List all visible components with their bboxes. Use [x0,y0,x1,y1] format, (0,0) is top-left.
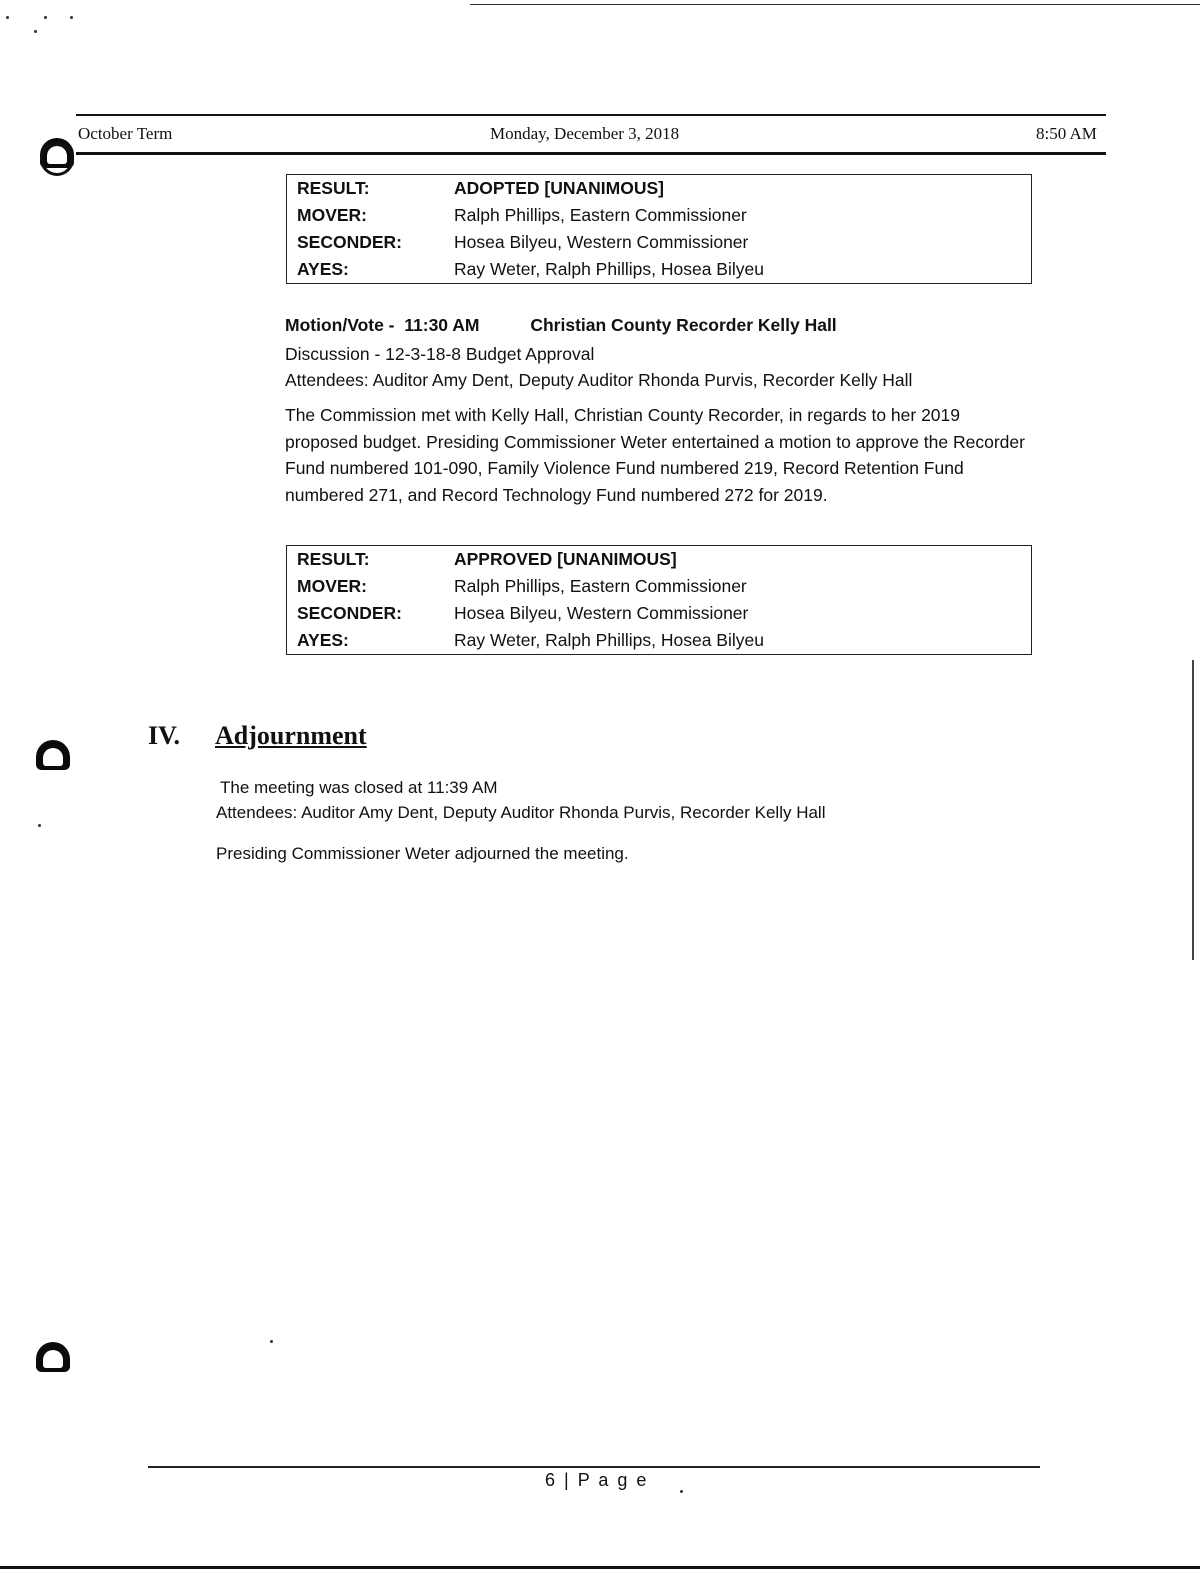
mover-label: MOVER: [297,575,367,596]
scan-bottom-edge [0,1566,1200,1569]
result-label: RESULT: [297,177,370,198]
seconder-label: SECONDER: [297,602,403,623]
table-row [287,202,1032,229]
table-row [287,600,1032,627]
table-row [287,229,1032,256]
ayes-value: Ray Weter, Ralph Phillips, Hosea Bilyeu [454,629,764,650]
section-number: IV. [148,721,181,750]
footer-rule [148,1466,1040,1468]
vote-result-table [286,545,1032,655]
adjournment-closing: Presiding Commissioner Weter adjourned the meeting. [216,844,629,863]
scan-speck [44,16,47,19]
result-value: ADOPTED [UNANIMOUS] [454,177,664,198]
result-value: APPROVED [UNANIMOUS] [454,548,677,569]
seconder-value: Hosea Bilyeu, Western Commissioner [454,602,749,623]
page-number: 6 | P a g e [545,1470,649,1490]
motion-prefix: Motion/Vote - 11:30 AM [285,315,480,335]
motion-attendees: Attendees: Auditor Amy Dent, Deputy Auditor Rhonda Purvis, Recorder Kelly Hall [285,370,913,390]
ayes-label: AYES: [297,629,349,650]
seconder-label: SECONDER: [297,231,403,252]
table-row [287,546,1032,574]
header-rule-bottom [76,152,1106,155]
ayes-value: Ray Weter, Ralph Phillips, Hosea Bilyeu [454,258,764,279]
scan-speck [70,16,73,19]
mover-label: MOVER: [297,204,367,225]
scan-speck [38,824,41,827]
scan-speck [34,30,37,33]
header-date: Monday, December 3, 2018 [490,124,680,143]
mover-value: Ralph Phillips, Eastern Commissioner [454,575,747,596]
scan-speck [680,1490,683,1493]
motion-body: The Commission met with Kelly Hall, Christian County Recorder, in regards to her 2019 proposed budget. Presiding Commissioner Weter entertained a motion to approve the Recorder Fund numbered 101-090, Family Violence Fund numbered 219, Record Retention Fund numbered 271, and Record Technology Fund numbered 272 for 2019. [285,405,1025,505]
scan-speck [6,16,9,19]
table-row [287,175,1032,203]
scan-speck [270,1340,273,1343]
section-title: Adjournment [215,721,367,750]
motion-heading [285,315,837,336]
ayes-label: AYES: [297,258,349,279]
mover-value: Ralph Phillips, Eastern Commissioner [454,204,747,225]
scan-edge-mark [1192,660,1194,960]
table-row [287,256,1032,284]
adjournment-attendees: Attendees: Auditor Amy Dent, Deputy Auditor Rhonda Purvis, Recorder Kelly Hall [216,803,826,822]
table-row [287,573,1032,600]
binder-hole-ring-icon [40,142,74,176]
binder-hole-icon [36,1342,70,1372]
vote-result-table [286,174,1032,284]
seconder-value: Hosea Bilyeu, Western Commissioner [454,231,749,252]
binder-hole-icon [36,740,70,770]
table-row [287,627,1032,655]
result-label: RESULT: [297,548,370,569]
adjournment-closed-time: The meeting was closed at 11:39 AM [220,778,498,797]
motion-discussion: Discussion - 12-3-18-8 Budget Approval [285,344,595,364]
header-time: 8:50 AM [1036,124,1097,143]
header-term: October Term [78,124,173,143]
scan-edge-line [470,4,1200,5]
header-rule-top [76,114,1106,116]
motion-subject: Christian County Recorder Kelly Hall [530,315,837,335]
